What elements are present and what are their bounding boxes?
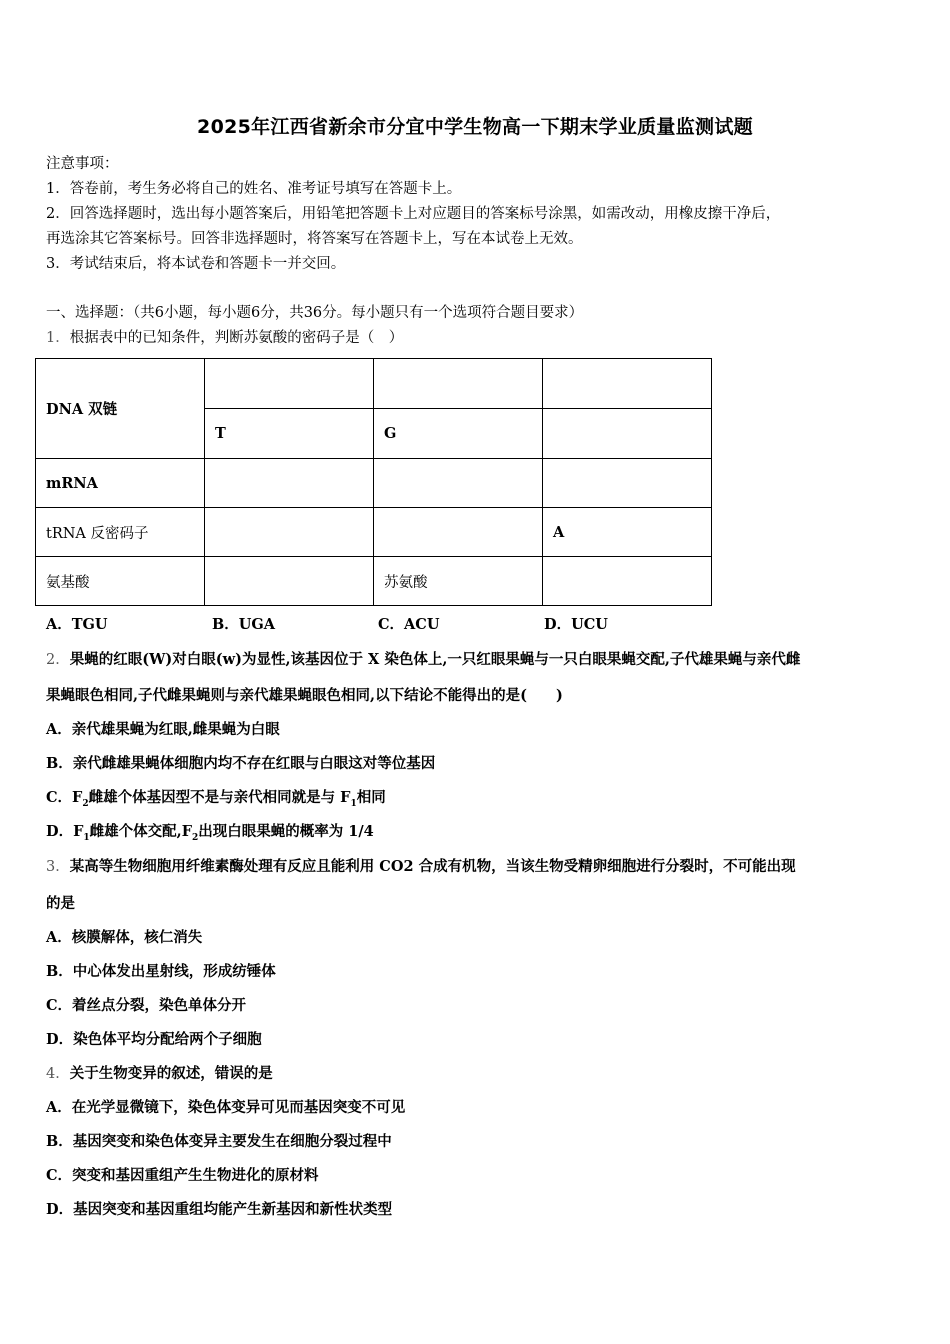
cell-threonine: 苏氨酸 [374, 557, 543, 606]
cell-dna-g: G [374, 409, 543, 459]
option-text: D．F [46, 823, 84, 840]
table-cell [543, 459, 712, 508]
table-cell [543, 557, 712, 606]
question-number: 1． [46, 330, 70, 346]
row-label-dna: DNA 双链 [36, 359, 205, 459]
section-heading: 一、选择题：（共6小题，每小题6分，共36分。每小题只有一个选项符合题目要求） [46, 305, 584, 321]
question-1-stem [46, 326, 403, 347]
question-number: 3． [46, 859, 70, 875]
cell-trna-a: A [543, 508, 712, 557]
page-title: 2025年江西省新余市分宜中学生物高一下期末学业质量监测试题 [197, 116, 753, 138]
question-2-stem-cont: 果蝇眼色相同,子代雌果蝇则与亲代雄果蝇眼色相同,以下结论不能得出的是( ) [46, 687, 563, 704]
subscript: 2 [82, 798, 89, 809]
question-2-stem [46, 648, 800, 669]
question-3-stem [46, 855, 796, 876]
row-label-mrna: mRNA [36, 459, 205, 508]
option-a[interactable]: A．在光学显微镜下，染色体变异可见而基因突变不可见 [46, 1099, 406, 1116]
table-cell [205, 359, 374, 409]
table-cell [374, 359, 543, 409]
table-cell [374, 459, 543, 508]
question-3-stem-cont: 的是 [46, 895, 75, 912]
option-b[interactable]: B．UGA [212, 616, 276, 633]
table-cell [543, 359, 712, 409]
notice-item: 3．考试结束后，将本试卷和答题卡一并交回。 [46, 256, 346, 272]
table-cell [543, 409, 712, 459]
option-a[interactable]: A．核膜解体，核仁消失 [46, 929, 203, 946]
notice-item: 2．回答选择题时，选出每小题答案后，用铅笔把答题卡上对应题目的答案标号涂黑，如需改动，用橡皮擦干净后， [46, 206, 781, 222]
question-4-stem [46, 1062, 273, 1083]
option-c[interactable]: C．着丝点分裂，染色单体分开 [46, 997, 247, 1014]
question-text: 果蝇的红眼(W)对白眼(w)为显性,该基因位于 X 染色体上,一只红眼果蝇与一只白眼果蝇交配,子代雄果蝇与亲代雌 [69, 651, 801, 668]
option-text: C．F [46, 789, 83, 806]
notice-item: 1．答卷前，考生务必将自己的姓名、准考证号填写在答题卡上。 [46, 181, 462, 197]
question-text: 关于生物变异的叙述，错误的是 [69, 1065, 273, 1082]
option-a[interactable]: A．亲代雄果蝇为红眼,雌果蝇为白眼 [46, 721, 280, 738]
subscript: 1 [83, 832, 90, 843]
table-cell [205, 508, 374, 557]
notice-item: 再选涂其它答案标号。回答非选择题时，将答案写在答题卡上，写在本试卷上无效。 [46, 231, 583, 247]
option-d[interactable]: D．UCU [544, 616, 608, 633]
table-cell [374, 508, 543, 557]
option-a[interactable]: A．TGU [46, 616, 108, 633]
option-b[interactable]: B．亲代雌雄果蝇体细胞内均不存在红眼与白眼这对等位基因 [46, 755, 436, 772]
option-b[interactable]: B．基因突变和染色体变异主要发生在细胞分裂过程中 [46, 1133, 392, 1150]
option-text: 相同 [356, 789, 386, 806]
cell-dna-t: T [205, 409, 374, 459]
option-c[interactable] [46, 786, 386, 809]
table-cell [205, 557, 374, 606]
question-number: 2． [46, 652, 70, 668]
notice-heading: 注意事项： [46, 156, 119, 172]
subscript: 1 [350, 798, 357, 809]
codon-table [35, 358, 712, 606]
question-1-options [46, 613, 710, 634]
option-d[interactable] [46, 820, 374, 843]
option-d[interactable]: D．基因突变和基因重组均能产生新基因和新性状类型 [46, 1201, 393, 1218]
row-label-amino-acid: 氨基酸 [36, 557, 205, 606]
row-label-trna: tRNA 反密码子 [36, 508, 205, 557]
subscript: 2 [191, 832, 199, 843]
option-b[interactable]: B．中心体发出星射线，形成纺锤体 [46, 963, 276, 980]
table-cell [205, 459, 374, 508]
option-text: 雌雄个体交配,F [89, 823, 192, 840]
option-c[interactable]: C．突变和基因重组产生生物进化的原材料 [46, 1167, 319, 1184]
option-text: 雌雄个体基因型不是与亲代相同就是与 F [88, 789, 351, 806]
question-text: 某高等生物细胞用纤维素酶处理有反应且能利用 CO2 合成有机物，当该生物受精卵细胞进行分裂时，不可能出现 [69, 858, 796, 875]
option-d[interactable]: D．染色体平均分配给两个子细胞 [46, 1031, 262, 1048]
option-text: 出现白眼果蝇的概率为 1/4 [198, 823, 374, 840]
question-text: 根据表中的已知条件，判断苏氨酸的密码子是（ ） [69, 330, 404, 346]
option-c[interactable]: C．ACU [378, 616, 440, 633]
question-number: 4． [46, 1066, 70, 1082]
